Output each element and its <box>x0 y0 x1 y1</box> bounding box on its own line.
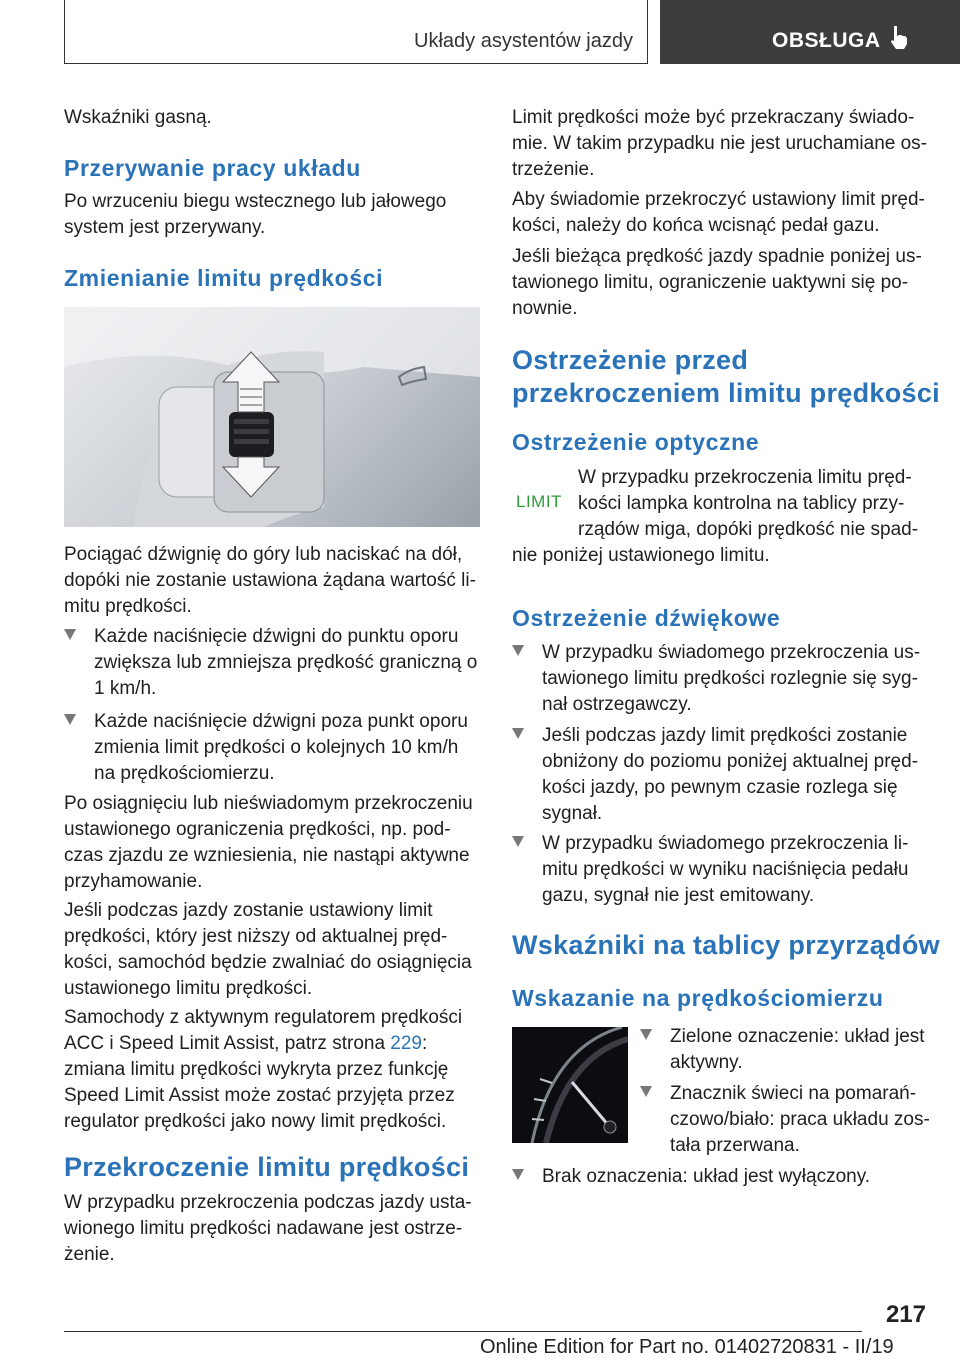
list-item <box>512 1164 930 1192</box>
paragraph-line: W przypadku przekroczenia podczas jazdy usta‐ <box>64 1192 472 1213</box>
triangle-bullet-icon <box>512 1169 524 1180</box>
triangle-bullet-icon <box>640 1029 652 1040</box>
paragraph-line: żenie. <box>64 1244 115 1265</box>
paragraph-line: Jeśli bieżąca prędkość jazdy spadnie poniżej us‐ <box>512 246 922 267</box>
list-item-line: W przypadku świadomego przekroczenia li‐ <box>542 833 909 854</box>
paragraph-line <box>64 1031 482 1058</box>
heading-warning: przekroczeniem limitu prędkości <box>512 378 940 408</box>
paragraph-line: system jest przerywany. <box>64 217 266 238</box>
paragraph-line: nie poniżej ustawionego limitu. <box>512 545 770 566</box>
page-reference-link[interactable]: 229 <box>390 1033 422 1054</box>
list-item <box>64 709 482 789</box>
paragraph-line: przyhamowanie. <box>64 871 203 892</box>
paragraph-line: czas zjazdu ze wzniesienia, nie nastąpi aktywne <box>64 845 470 866</box>
list-item-line: Każde naciśnięcie dźwigni do punktu oporu <box>94 626 459 647</box>
list-item-line: tawionego limitu prędkości rozlegnie się syg‐ <box>542 668 918 689</box>
paragraph-line: kości lampka kontrolna na tablicy przy‐ <box>578 493 905 514</box>
paragraph-line: W przypadku przekroczenia limitu pręd‐ <box>578 467 912 488</box>
triangle-bullet-icon <box>640 1086 652 1097</box>
section-title: Układy asystentów jazdy <box>414 30 633 52</box>
paragraph-line: Limit prędkości może być przekraczany świado‐ <box>512 107 915 128</box>
list-item-line: na prędkościomierzu. <box>94 763 275 784</box>
list-item-line: czowo/biało: praca układu zos‐ <box>670 1109 930 1130</box>
list-item-line: sygnał. <box>542 803 603 824</box>
list-item-line: tała przerwana. <box>670 1135 800 1156</box>
list-item-line: zwiększa lub zmniejsza prędkość graniczną o <box>94 652 478 673</box>
paragraph-line: ustawionego limitu prędkości. <box>64 978 313 999</box>
paragraph-fragment: ACC i Speed Limit Assist, patrz strona <box>64 1033 391 1054</box>
heading-warning: Ostrzeżenie przed <box>512 345 749 375</box>
speedometer-photo <box>512 1027 628 1143</box>
list-item-line: kości jazdy, po pewnym czasie rozlega się <box>542 777 898 798</box>
limit-indicator-icon: LIMIT <box>516 492 562 511</box>
paragraph-line: Aby świadomie przekroczyć ustawiony limit pręd‐ <box>512 189 925 210</box>
triangle-bullet-icon <box>64 629 76 640</box>
list-item-line: zmienia limit prędkości o kolejnych 10 km/h <box>94 737 459 758</box>
paragraph-line: dopóki nie zostanie ustawiona żądana wartość li‐ <box>64 570 476 591</box>
edition-footer: Online Edition for Part no. 01402720831 - II/19 <box>480 1336 894 1358</box>
list-item-line: nał ostrzegawczy. <box>542 694 692 715</box>
list-item <box>512 831 930 911</box>
paragraph-fragment: : <box>422 1033 428 1054</box>
list-item-line: Brak oznaczenia: układ jest wyłączony. <box>542 1166 871 1187</box>
list-item <box>64 624 482 704</box>
triangle-bullet-icon <box>512 645 524 656</box>
heading-acoustic-warning: Ostrzeżenie dźwiękowe <box>512 605 781 631</box>
list-item-line: aktywny. <box>670 1052 743 1073</box>
heading-speedometer: Wskazanie na prędkościomierzu <box>512 985 884 1011</box>
list-item-line: Znacznik świeci na pomarań‐ <box>670 1083 917 1104</box>
steering-wheel-lever-photo <box>64 307 480 527</box>
paragraph-line: Po osiągnięciu lub nieświadomym przekroczeniu <box>64 793 473 814</box>
list-item-line: Każde naciśnięcie dźwigni poza punkt oporu <box>94 711 468 732</box>
paragraph-line: Speed Limit Assist może zostać przyjęta przez <box>64 1085 455 1106</box>
chapter-tab-label: OBSŁUGA <box>772 29 881 52</box>
paragraph-line: prędkości, który jest niższy od aktualnej pręd‐ <box>64 926 448 947</box>
paragraph-line: nownie. <box>512 298 578 319</box>
paragraph-line: mie. W takim przypadku nie jest uruchamiane os‐ <box>512 133 927 154</box>
triangle-bullet-icon <box>512 728 524 739</box>
paragraph-line: mitu prędkości. <box>64 596 192 617</box>
paragraph-line: ustawionego ograniczenia prędkości, np. pod‐ <box>64 819 451 840</box>
heading-optical-warning: Ostrzeżenie optyczne <box>512 429 760 455</box>
triangle-bullet-icon <box>512 836 524 847</box>
paragraph-line: Samochody z aktywnym regulatorem prędkości <box>64 1007 463 1028</box>
paragraph-line: trzeżenie. <box>512 159 595 180</box>
paragraph-line: rządów miga, dopóki prędkość nie spad‐ <box>578 519 919 540</box>
list-item-line: mitu prędkości w wyniku naciśnięcia pedału <box>542 859 909 880</box>
paragraph-line: wionego limitu prędkości nadawane jest ostrze‐ <box>64 1218 463 1239</box>
list-item <box>640 1024 930 1078</box>
intro-text: Wskaźniki gasną. <box>64 107 212 128</box>
list-item-line: Jeśli podczas jazdy limit prędkości zostanie <box>542 725 908 746</box>
heading-instrument-cluster: Wskaźniki na tablicy przyrządów <box>512 930 940 960</box>
paragraph-line: zmiana limitu prędkości wykryta przez funkcję <box>64 1059 449 1080</box>
paragraph-line: Jeśli podczas jazdy zostanie ustawiony limit <box>64 900 433 921</box>
list-item-line: obniżony do poziomu poniżej aktualnej pręd‐ <box>542 751 919 772</box>
heading-interrupt: Przerywanie pracy układu <box>64 155 361 181</box>
paragraph-line: tawionego limitu, ograniczenie uaktywni się po‐ <box>512 272 909 293</box>
paragraph-line: Pociągać dźwignię do góry lub naciskać na dół, <box>64 544 463 565</box>
footer-divider <box>64 1331 862 1332</box>
chapter-tab[interactable] <box>660 0 960 64</box>
list-item-line: 1 km/h. <box>94 678 157 699</box>
paragraph-line: regulator prędkości jako nowy limit prędkości. <box>64 1111 447 1132</box>
list-item-line: W przypadku świadomego przekroczenia us‐ <box>542 642 921 663</box>
heading-change-limit: Zmienianie limitu prędkości <box>64 265 384 291</box>
list-item <box>512 723 930 829</box>
list-item <box>512 640 930 720</box>
list-item-line: gazu, sygnał nie jest emitowany. <box>542 885 815 906</box>
hand-pointer-icon <box>888 24 910 55</box>
paragraph-line: Po wrzuceniu biegu wstecznego lub jałowego <box>64 191 447 212</box>
list-item-line: Zielone oznaczenie: układ jest <box>670 1026 925 1047</box>
list-item <box>640 1081 930 1161</box>
heading-exceed-limit: Przekroczenie limitu prędkości <box>64 1152 470 1182</box>
page-number: 217 <box>885 1301 926 1328</box>
header-section-box <box>64 0 648 64</box>
triangle-bullet-icon <box>64 714 76 725</box>
paragraph-line: kości, należy do końca wcisnąć pedał gazu. <box>512 215 880 236</box>
paragraph-line: kości, samochód będzie zwalniać do osiągnięcia <box>64 952 472 973</box>
